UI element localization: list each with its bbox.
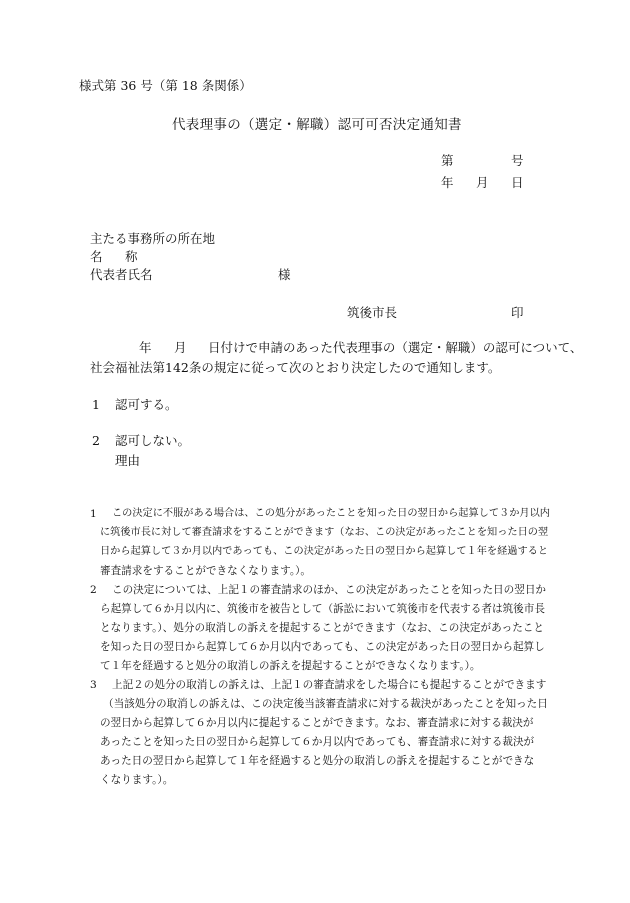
note1-number: 1 — [90, 508, 97, 520]
note3-line4: あったことを知った日の翌日から起算して６か月以内であっても、審査請求に対する裁決が — [100, 736, 535, 748]
option1-text: 認可する。 — [115, 397, 178, 412]
option2-text: 認可しない。 — [115, 433, 191, 448]
note2-line2: ら起算して６か月以内に、筑後市を被告として（訴訟において筑後市を代表する者は筑後市長 — [100, 603, 545, 615]
note3-line3: の翌日から起算して６か月以内に提起することができます。なお、審査請求に対する裁決が — [100, 717, 534, 729]
name-label-part2: 称 — [125, 249, 138, 264]
representative-label: 代表者氏名 — [90, 267, 153, 282]
note1-line3: 日から起算して３か月以内であっても、この決定があった日の翌日から起算して１年を経過すると — [100, 546, 549, 557]
note2-number: 2 — [90, 584, 97, 596]
address-label: 主たる事務所の所在地 — [90, 231, 216, 246]
name-label-part1: 名 — [90, 249, 103, 264]
note3-line1: 上記２の処分の取消しの訴えは、上記１の審査請求をした場合にも提起することができます — [112, 679, 547, 691]
note1-line1: この決定に不服がある場合は、この処分があったことを知った日の翌日から起算して３か月以内 — [112, 508, 550, 519]
body-line1: 日付けで申請のあった代表理事の（選定・解職）の認可について、 — [208, 340, 583, 355]
option2-number: 2 — [92, 433, 100, 448]
reason-label: 理由 — [115, 453, 141, 468]
note3-line6: くなります。）。 — [100, 774, 174, 786]
honorific: 様 — [278, 267, 291, 282]
body-month: 月 — [174, 340, 187, 355]
note1-line4: 審査請求をすることができなくなります。）。 — [100, 565, 312, 577]
document-title: 代表理事の（選定・解職）認可可否決定通知書 — [172, 117, 462, 133]
seal-mark: 印 — [511, 305, 524, 320]
issuer-label: 筑後市長 — [347, 305, 398, 320]
body-line2: 社会福祉法第142条の規定に従って次のとおり決定したので通知します。 — [90, 360, 501, 375]
note3-line5: あった日の翌日から起算して１年を経過すると処分の取消しの訴えを提起することができな — [100, 755, 535, 767]
note1-line2: に筑後市長に対して審査請求をすることができます（なお、この決定があったことを知った日の翌 — [100, 527, 549, 538]
note3-line2: （当該処分の取消しの訴えは、この決定後当該審査請求に対する裁決があったことを知った日 — [103, 698, 548, 710]
date-month-label: 月 — [476, 175, 489, 190]
form-id: 様式第 36 号（第 18 条関係） — [79, 78, 252, 93]
note2-line4: を知った日の翌日から起算して６か月以内であっても、この決定があった日の翌日から起算し — [100, 641, 545, 653]
option1-number: 1 — [92, 397, 100, 412]
body-year: 年 — [139, 340, 152, 355]
note2-line5: て１年を経過すると処分の取消しの訴えを提起することができなくなります。）。 — [100, 660, 481, 672]
date-day-label: 日 — [511, 175, 524, 190]
note2-line1: この決定については、上記１の審査請求のほか、この決定があったことを知った日の翌日か — [112, 584, 547, 596]
date-year-label: 年 — [441, 175, 454, 190]
note2-line3: となります。）、処分の取消しの訴えを提起することができます（なお、この決定があったこと — [100, 622, 544, 634]
number-suffix: 号 — [511, 153, 524, 168]
number-label: 第 — [441, 153, 454, 168]
note3-number: 3 — [90, 679, 97, 691]
